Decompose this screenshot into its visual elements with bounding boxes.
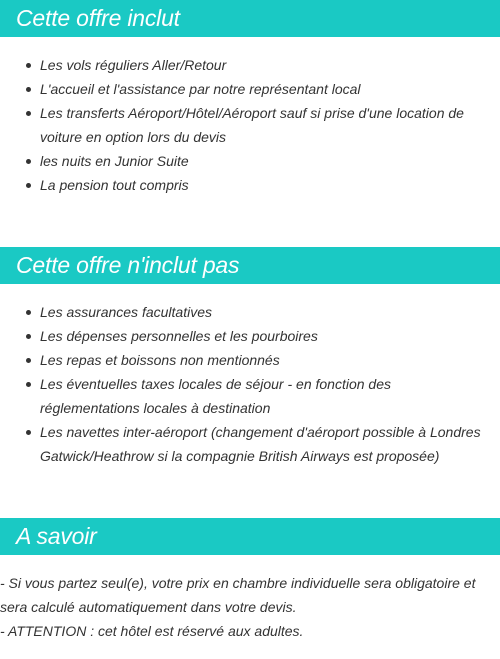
section-header-included: Cette offre inclut (0, 0, 500, 37)
bullet-icon (26, 63, 31, 68)
list-item (0, 173, 500, 197)
list-item (0, 101, 500, 149)
list-item (0, 149, 500, 173)
included-list (0, 53, 500, 197)
list-item-text: Les éventuelles taxes locales de séjour - en fonction des réglementations locales à destination (40, 376, 391, 416)
list-item (0, 324, 500, 348)
note-text: - ATTENTION : cet hôtel est réservé aux adultes. (0, 623, 304, 639)
info-notes (0, 571, 500, 643)
bullet-icon (26, 183, 31, 188)
list-item (0, 53, 500, 77)
excluded-list (0, 300, 500, 468)
list-item (0, 420, 500, 468)
section-header-excluded: Cette offre n'inclut pas (0, 247, 500, 284)
list-item-text: La pension tout compris (40, 177, 189, 193)
list-item-text: Les vols réguliers Aller/Retour (40, 57, 227, 73)
list-item-text: les nuits en Junior Suite (40, 153, 189, 169)
bullet-icon (26, 430, 31, 435)
bullet-icon (26, 310, 31, 315)
list-item-text: Les assurances facultatives (40, 304, 212, 320)
list-item-text: L'accueil et l'assistance par notre représentant local (40, 81, 361, 97)
list-item-text: Les dépenses personnelles et les pourboires (40, 328, 318, 344)
bullet-icon (26, 87, 31, 92)
list-item-text: Les transferts Aéroport/Hôtel/Aéroport sauf si prise d'une location de voiture en option lors du devis (40, 105, 464, 145)
bullet-icon (26, 382, 31, 387)
list-item-text: Les repas et boissons non mentionnés (40, 352, 280, 368)
list-item (0, 77, 500, 101)
list-item (0, 300, 500, 324)
bullet-icon (26, 358, 31, 363)
list-item (0, 372, 500, 420)
section-header-info: A savoir (0, 518, 500, 555)
bullet-icon (26, 159, 31, 164)
bullet-icon (26, 334, 31, 339)
bullet-icon (26, 111, 31, 116)
list-item (0, 348, 500, 372)
list-item-text: Les navettes inter-aéroport (changement d'aéroport possible à Londres Gatwick/Heathrow si la compagnie British Airways est proposée) (40, 424, 481, 464)
note-text: - Si vous partez seul(e), votre prix en chambre individuelle sera obligatoire et sera calculé automatiquement dans votre devis. (0, 575, 476, 615)
